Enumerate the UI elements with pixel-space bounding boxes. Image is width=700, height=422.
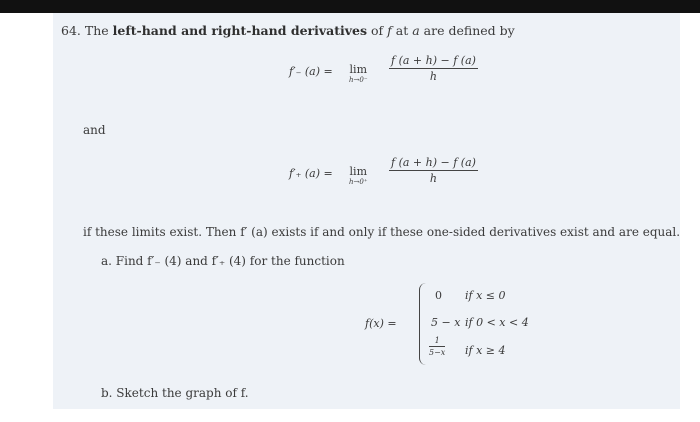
left-lim-subscript: h→0⁻ [349,76,368,84]
piecewise-lhs: f(x) = [365,317,397,330]
right-fraction-bar [389,170,478,171]
statement-text: if these limits exist. Then f′ (a) exists if and only if these one-sided derivatives exist and are equal. [83,225,680,239]
part-a-text: a. Find f′₋ (4) and f′₊ (4) for the function [101,254,345,268]
top-black-bar [0,0,700,13]
left-derivative-limit [349,63,368,84]
left-derivative-fraction [389,54,478,83]
case3-numerator: 1 [434,336,440,345]
left-lim-word: lim [349,63,367,76]
part-b-text: b. Sketch the graph of f. [101,386,249,400]
piecewise-brace [419,283,428,365]
right-numerator: f (a + h) − f (a) [391,156,476,169]
left-denominator: h [429,70,438,83]
right-denominator: h [429,172,438,185]
case3-fraction-bar [429,346,445,347]
case3-denominator: 5−x [429,348,446,357]
problem-number: 64. [61,23,81,38]
intro-post: of [371,23,384,38]
case1-expression: 0 [435,289,442,302]
right-derivative-limit [349,165,368,186]
intro-defined: are defined by [423,23,515,38]
right-lim-subscript: h→0⁺ [349,178,368,186]
intro-at: at [395,23,409,38]
case3-condition: if x ≥ 4 [465,344,506,357]
intro-a: a [412,23,420,38]
right-lim-word: lim [349,165,367,178]
intro-pre: The [84,23,109,38]
case2-condition: if 0 < x < 4 [465,316,529,329]
right-derivative-lhs: f′₊ (a) = [289,167,333,180]
problem-card [53,13,680,409]
left-numerator: f (a + h) − f (a) [391,54,476,67]
left-fraction-bar [389,68,478,69]
case1-condition: if x ≤ 0 [465,289,506,302]
case3-fraction [429,336,445,357]
intro-f: f [387,23,392,38]
right-derivative-fraction [389,156,478,185]
intro-bold-term: left-hand and right-hand derivatives [112,23,368,38]
case2-expression: 5 − x [431,316,461,329]
and-text: and [83,123,106,137]
problem-intro [61,23,515,38]
left-derivative-lhs: f′₋ (a) = [289,65,333,78]
